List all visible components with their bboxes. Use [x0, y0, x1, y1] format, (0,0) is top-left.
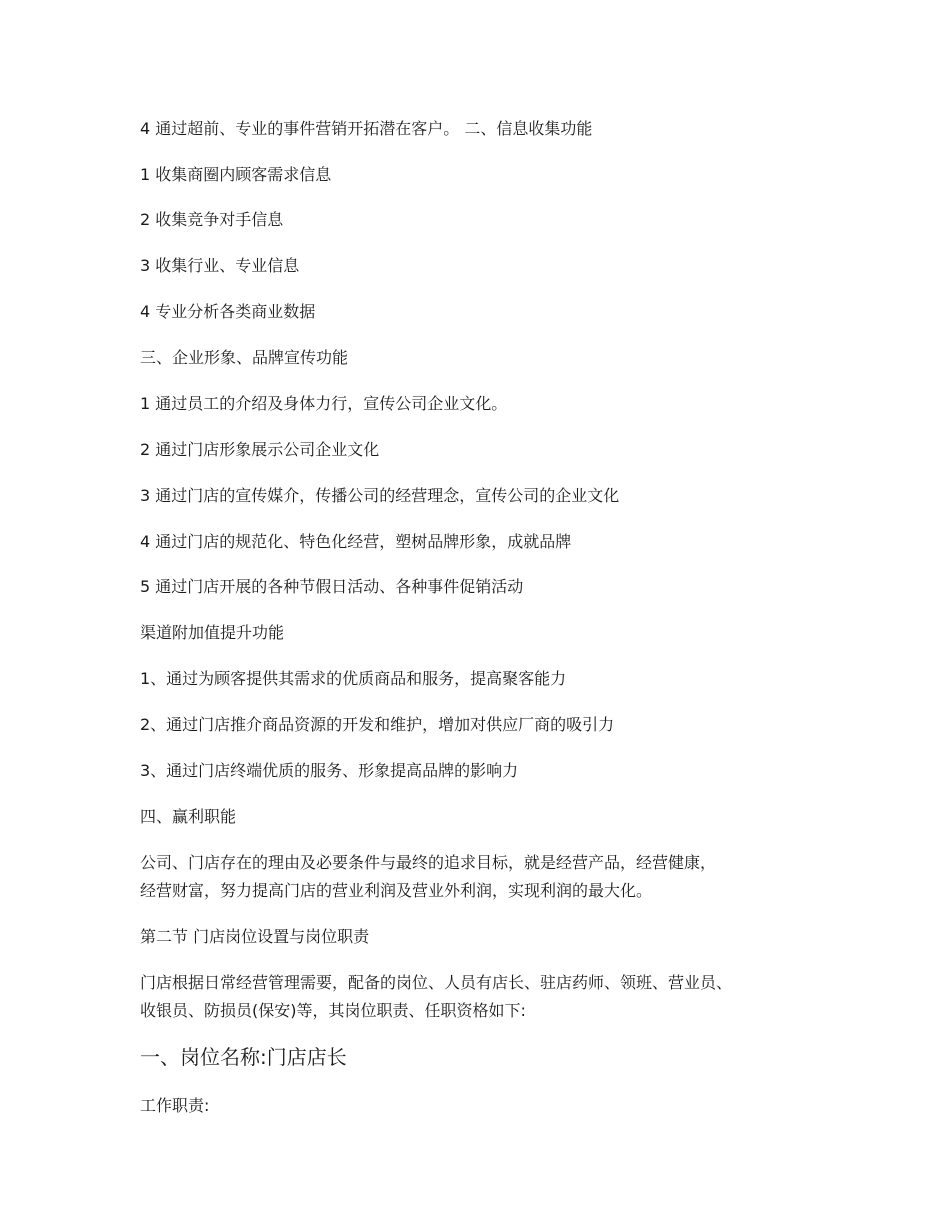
text-line-brand-3: 3 通过门店的宣传媒介，传播公司的经营理念，宣传公司的企业文化: [140, 486, 620, 505]
text-line-channel-2: 2、通过门店推介商品资源的开发和维护，增加对供应厂商的吸引力: [140, 715, 615, 734]
text-line-channel-1: 1、通过为顾客提供其需求的优质商品和服务，提高聚客能力: [140, 669, 567, 688]
profit-paragraph: [140, 849, 820, 905]
text-line-brand-4: 4 通过门店的规范化、特色化经营，塑树品牌形象，成就品牌: [140, 532, 572, 551]
section-heading-brand: 三、企业形象、品牌宣传功能: [140, 348, 349, 367]
staff-paragraph: [140, 969, 820, 1025]
text-line-brand-5: 5 通过门店开展的各种节假日活动、各种事件促销活动: [140, 577, 524, 596]
text-line-brand-1: 1 通过员工的介绍及身体力行，宣传公司企业文化。: [140, 394, 508, 413]
staff-paragraph-line-1: 门店根据日常经营管理需要，配备的岗位、人员有店长、驻店药师、领班、营业员、: [140, 973, 733, 992]
section-heading-channel: 渠道附加值提升功能: [140, 623, 285, 642]
text-line-collect-competitor: 2 收集竞争对手信息: [140, 210, 284, 229]
staff-paragraph-line-2: 收银员、防损员(保安)等，其岗位职责、任职资格如下:: [140, 1001, 526, 1020]
text-line-marketing: 4 通过超前、专业的事件营销开拓潜在客户。 二、信息收集功能: [140, 119, 593, 138]
text-line-channel-3: 3、通过门店终端优质的服务、形象提高品牌的影响力: [140, 761, 519, 780]
text-line-collect-industry: 3 收集行业、专业信息: [140, 256, 300, 275]
position-title: 一、岗位名称:门店店长: [140, 1045, 347, 1069]
section2-title: 第二节 门店岗位设置与岗位职责: [140, 927, 370, 946]
text-line-analyze-data: 4 专业分析各类商业数据: [140, 302, 316, 321]
section-heading-profit: 四、赢利职能: [140, 807, 237, 826]
duties-label: 工作职责:: [140, 1096, 210, 1115]
text-line-brand-2: 2 通过门店形象展示公司企业文化: [140, 440, 380, 459]
profit-paragraph-line-1: 公司、门店存在的理由及必要条件与最终的追求目标，就是经营产品，经营健康，: [140, 853, 717, 872]
profit-paragraph-line-2: 经营财富，努力提高门店的营业利润及营业外利润，实现利润的最大化。: [140, 881, 653, 900]
text-line-collect-customer: 1 收集商圈内顾客需求信息: [140, 165, 332, 184]
